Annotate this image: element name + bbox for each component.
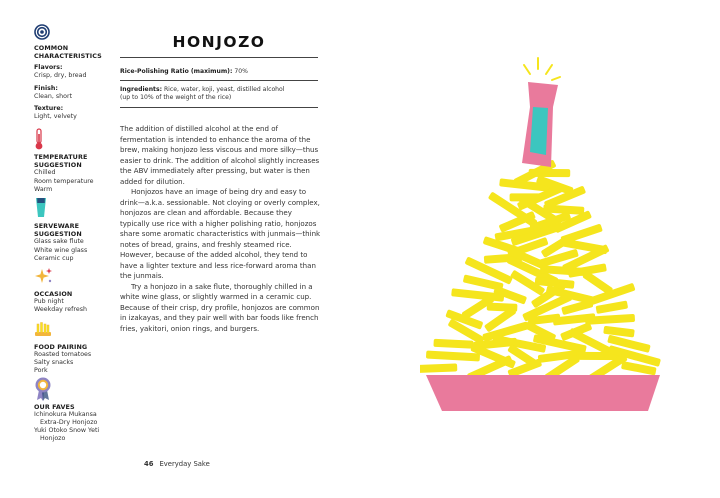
french-fry: [426, 351, 480, 362]
serveware-item: White wine glass: [34, 246, 88, 254]
book-title: Everyday Sake: [159, 460, 210, 468]
sparkle-icon: [34, 266, 54, 286]
body-paragraph: Honjozos have an image of being dry and easy to drink—a.k.a. sessionable. Not cloying or overly complex, honjozos are clean and affordable. Because they typically use rice with a higher polishing ratio, honjozos share some aromatic characteristics with junmais—think notes of bread, grains, and freshly steamed rice. However, because of the added alcohol, they tend to have a lighter texture and less rice-forward aroma than the junmais.: [120, 187, 321, 280]
occasion-item: Pub night: [34, 298, 64, 306]
page-number: 46: [144, 460, 154, 468]
body-paragraph: Try a honjozo in a sake flute, thoroughly chilled in a white wine glass, or slightly warmed in a ceramic cup. Because of their crisp, dry profile, honjozos are common in izakayas, and they pair well with bar foods like french fries, yakitori, onion rings, and burgers.: [120, 281, 320, 333]
french-fry: [433, 339, 473, 349]
page-title: HONJOZO: [172, 33, 266, 51]
page-footer: [144, 460, 210, 468]
divider: [120, 57, 318, 58]
fries-pile: [420, 159, 661, 383]
thermometer-icon: [34, 128, 44, 150]
ingredients: [120, 86, 320, 101]
temperature-item: Room temperature: [34, 177, 94, 185]
section-temperature: [34, 128, 124, 194]
french-fry: [596, 300, 629, 313]
faves-item: Ichinokura Mukansa: [34, 411, 97, 419]
section-serveware: [34, 197, 124, 263]
glass-icon: [34, 197, 48, 219]
texture-value: Light, velvety: [34, 112, 77, 120]
ingredients-value: Rice, water, koji, yeast, distilled alcohol: [163, 86, 285, 93]
polishing-label: Rice-Polishing Ratio (maximum):: [120, 68, 233, 75]
faves-item: Honjozo: [34, 435, 66, 443]
occasion-item: Weekday refresh: [34, 306, 87, 314]
divider: [120, 80, 318, 81]
serving-basket: [426, 375, 660, 411]
texture-label: Texture:: [34, 104, 64, 112]
finish-value: Clean, short: [34, 92, 73, 100]
ingredients-note: (up to 10% of the weight of the rice): [120, 93, 232, 101]
sake-bottle: [522, 82, 558, 167]
serveware-item: Glass sake flute: [34, 238, 84, 246]
occasion-heading: OCCASION: [34, 290, 73, 298]
serveware-item: Ceramic cup: [34, 254, 74, 262]
fries-illustration: [420, 55, 665, 425]
food-plate-icon: [34, 321, 54, 339]
faves-item: Yuki Otoko Snow Yeti: [34, 427, 100, 435]
ingredients-label: Ingredients:: [120, 86, 163, 93]
sparkle-lines: [524, 58, 560, 80]
temperature-item: Warm: [34, 185, 53, 193]
section-food-pairing: [34, 321, 124, 375]
temperature-heading: TEMPERATURE SUGGESTION: [34, 153, 88, 170]
section-occasion: [34, 266, 124, 314]
characteristics-heading: COMMON CHARACTERISTICS: [34, 44, 102, 61]
faves-item: Extra-Dry Honjozo: [34, 419, 98, 427]
section-characteristics: [34, 24, 124, 121]
polishing-ratio: [120, 68, 320, 76]
french-fry: [529, 169, 571, 177]
ribbon-award-icon: [34, 377, 52, 401]
serveware-heading: SERVEWARE SUGGESTION: [34, 222, 82, 239]
body-paragraph: The addition of distilled alcohol at the end of fermentation is intended to enhance the aroma of the brew, making honjozo less viscous and more silky—thus easier to drink. The addition of alcohol slightly increases the ABV immediately after pressing, but water is then added for dilution.: [120, 124, 320, 186]
food-pairing-item: Roasted tomatoes: [34, 351, 92, 359]
temperature-item: Chilled: [34, 169, 56, 177]
flavors-label: Flavors:: [34, 64, 63, 72]
divider: [120, 107, 318, 108]
food-pairing-item: Salty snacks: [34, 359, 74, 367]
food-pairing-heading: FOOD PAIRING: [34, 343, 88, 351]
body-text: [120, 124, 322, 334]
french-fry: [420, 363, 457, 373]
finish-label: Finish:: [34, 84, 58, 92]
faves-heading: OUR FAVES: [34, 403, 75, 411]
french-fry: [603, 326, 635, 338]
food-pairing-item: Pork: [34, 367, 48, 375]
section-faves: [34, 377, 124, 444]
flavors-value: Crisp, dry, bread: [34, 72, 87, 80]
target-icon: [34, 24, 50, 40]
polishing-value: 70%: [234, 68, 248, 75]
